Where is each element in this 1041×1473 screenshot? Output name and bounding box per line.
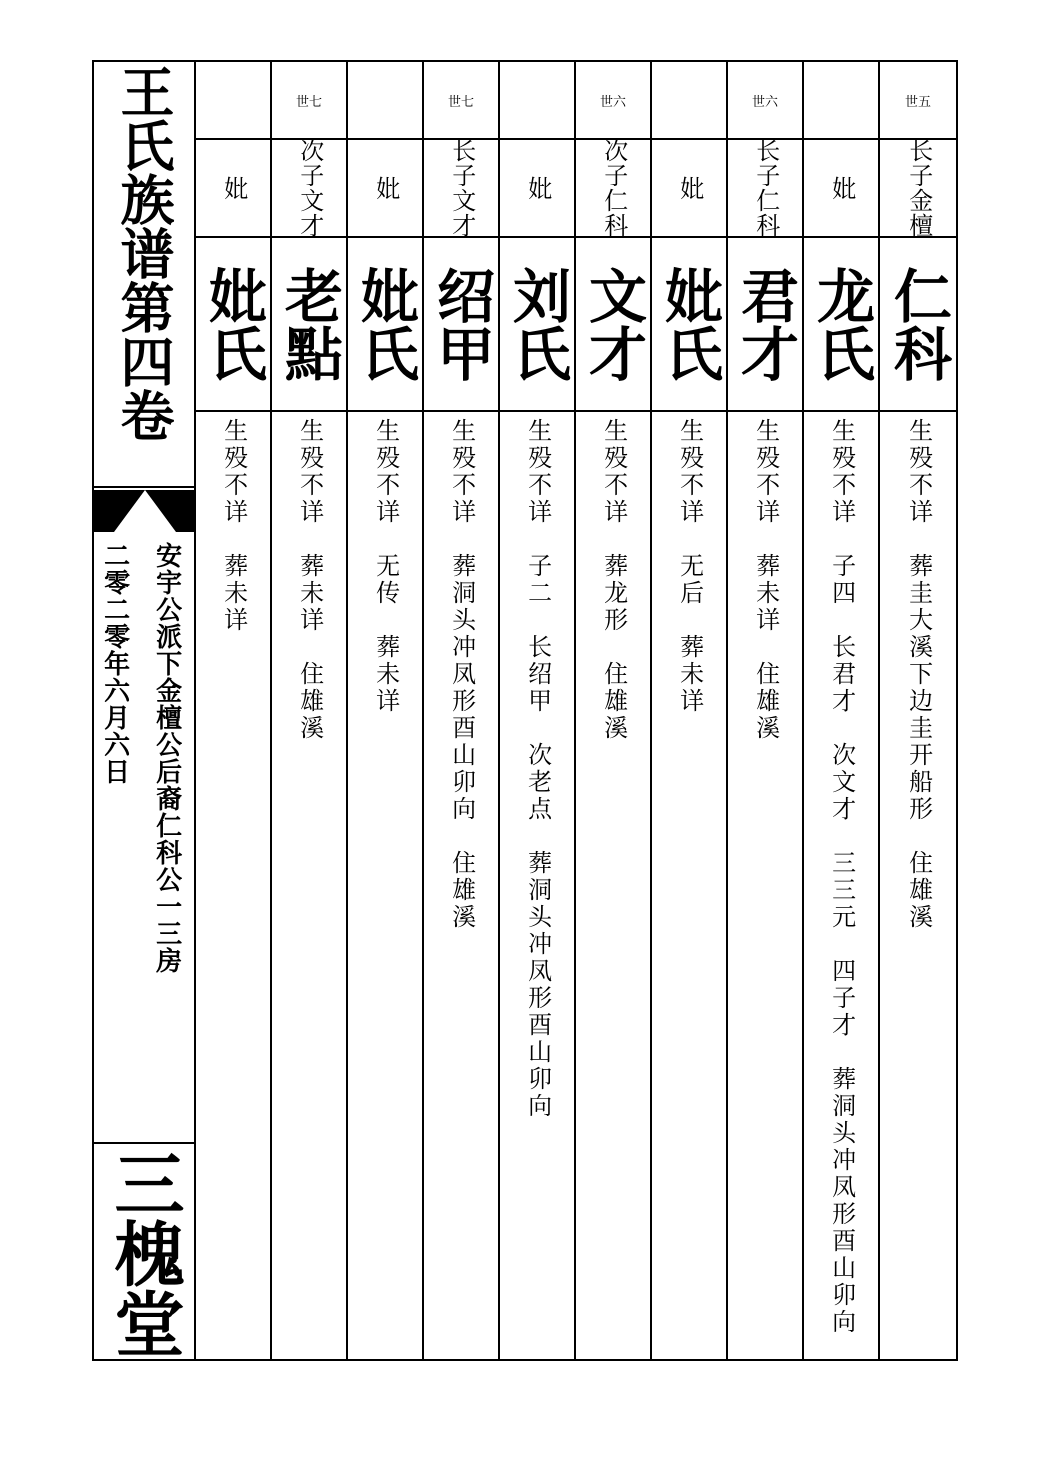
relation-cell <box>348 140 422 238</box>
name-cell <box>500 238 574 412</box>
title-divider <box>94 486 194 488</box>
note-cell <box>348 418 422 1348</box>
generation-cell <box>196 62 270 140</box>
relation-label: 长子文才 <box>447 138 476 238</box>
name-cell <box>728 238 802 412</box>
name-cell <box>804 238 878 412</box>
genealogy-grid <box>196 62 956 1359</box>
book-title-text: 王氏族谱第四卷 <box>112 64 176 442</box>
relation-cell <box>196 140 270 238</box>
generation-label: 世六 <box>599 94 626 110</box>
name-cell <box>424 238 498 412</box>
hall-name <box>94 1148 194 1358</box>
generation-label: 世六 <box>751 94 778 110</box>
person-name: 老點 <box>275 266 343 382</box>
genealogy-column <box>424 62 500 1359</box>
date-text: 二零二零年六月六日 <box>99 542 130 785</box>
book-title <box>94 64 194 488</box>
person-name: 妣氏 <box>199 266 267 382</box>
lineage-text: 安宇公派下金檀公后裔仁科公一三房 <box>151 542 182 974</box>
person-name: 妣氏 <box>351 266 419 382</box>
note-cell <box>196 418 270 1348</box>
person-name: 仁科 <box>884 266 952 382</box>
person-name: 文才 <box>579 266 647 382</box>
generation-cell <box>880 62 956 140</box>
generation-label: 世七 <box>295 94 322 110</box>
relation-cell <box>804 140 878 238</box>
generation-cell <box>728 62 802 140</box>
name-cell <box>652 238 726 412</box>
generation-label: 世五 <box>904 94 931 110</box>
relation-label: 次子仁科 <box>599 138 628 238</box>
person-note: 生殁不详 葬龙形 住雄溪 <box>599 418 628 742</box>
person-name: 绍甲 <box>427 266 495 382</box>
title-column <box>94 62 196 1359</box>
note-cell <box>424 418 498 1348</box>
relation-label: 妣 <box>827 175 856 201</box>
person-note: 生殁不详 葬未详 <box>219 418 248 634</box>
relation-cell <box>652 140 726 238</box>
note-cell <box>728 418 802 1348</box>
generation-label: 世七 <box>447 94 474 110</box>
person-note: 生殁不详 葬未详 住雄溪 <box>751 418 780 742</box>
relation-label: 妣 <box>219 175 248 201</box>
hall-name-text: 三槐堂 <box>103 1148 186 1358</box>
name-cell <box>196 238 270 412</box>
genealogy-column <box>880 62 956 1359</box>
genealogy-page-frame <box>92 60 958 1361</box>
ribbon-notch-triangle <box>114 490 176 532</box>
note-cell <box>576 418 650 1348</box>
genealogy-column <box>272 62 348 1359</box>
person-note: 生殁不详 葬洞头冲凤形酉山卯向 住雄溪 <box>447 418 476 931</box>
name-cell <box>880 238 956 412</box>
generation-cell <box>576 62 650 140</box>
relation-label: 次子文才 <box>295 138 324 238</box>
relation-label: 妣 <box>523 175 552 201</box>
generation-cell <box>652 62 726 140</box>
genealogy-column <box>500 62 576 1359</box>
name-cell <box>272 238 346 412</box>
generation-cell <box>272 62 346 140</box>
person-note: 生殁不详 子二 长绍甲 次老点 葬洞头冲凤形酉山卯向 <box>523 418 552 1120</box>
genealogy-column <box>576 62 652 1359</box>
person-note: 生殁不详 无后 葬未详 <box>675 418 704 715</box>
relation-label: 妣 <box>675 175 704 201</box>
generation-cell <box>500 62 574 140</box>
relation-label: 长子仁科 <box>751 138 780 238</box>
relation-cell <box>272 140 346 238</box>
relation-cell <box>576 140 650 238</box>
relation-cell <box>880 140 956 238</box>
genealogy-column <box>804 62 880 1359</box>
note-cell <box>272 418 346 1348</box>
relation-cell <box>728 140 802 238</box>
relation-label: 长子金檀 <box>904 138 933 238</box>
generation-cell <box>424 62 498 140</box>
person-name: 刘氏 <box>503 266 571 382</box>
relation-cell <box>424 140 498 238</box>
person-note: 生殁不详 葬圭大溪下边圭开船形 住雄溪 <box>904 418 933 931</box>
genealogy-column <box>196 62 272 1359</box>
genealogy-column <box>652 62 728 1359</box>
name-cell <box>348 238 422 412</box>
hall-divider <box>94 1142 194 1144</box>
person-note: 生殁不详 葬未详 住雄溪 <box>295 418 324 742</box>
person-name: 君才 <box>731 266 799 382</box>
note-cell <box>804 418 878 1348</box>
note-cell <box>652 418 726 1348</box>
genealogy-column <box>348 62 424 1359</box>
note-cell <box>880 418 956 1348</box>
person-note: 生殁不详 子四 长君才 次文才 三三元 四子才 葬洞头冲凤形酉山卯向 <box>827 418 856 1336</box>
note-cell <box>500 418 574 1348</box>
person-name: 妣氏 <box>655 266 723 382</box>
generation-cell <box>804 62 878 140</box>
generation-cell <box>348 62 422 140</box>
name-cell <box>576 238 650 412</box>
person-name: 龙氏 <box>807 266 875 382</box>
person-note: 生殁不详 无传 葬未详 <box>371 418 400 715</box>
relation-cell <box>500 140 574 238</box>
relation-label: 妣 <box>371 175 400 201</box>
genealogy-column <box>728 62 804 1359</box>
